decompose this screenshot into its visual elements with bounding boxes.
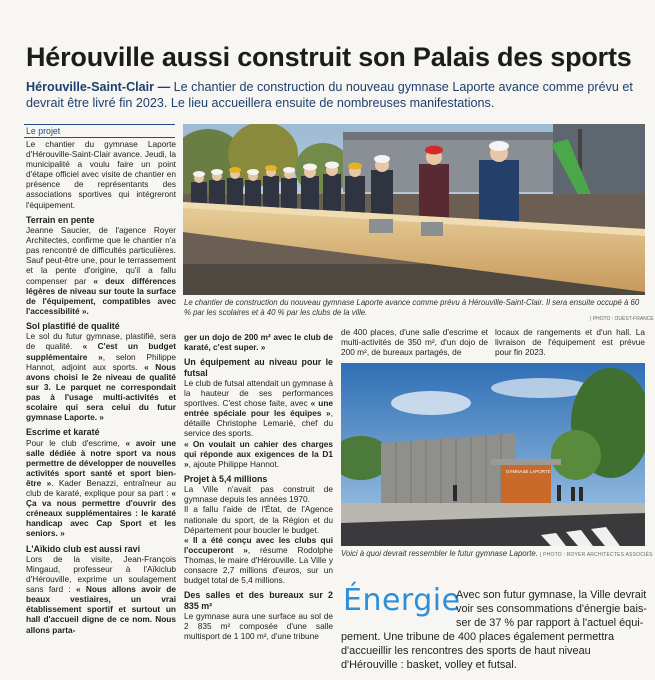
energy-line-2: voir ses consommations d'énergie bais-	[456, 603, 647, 615]
subhead-sol: Sol plastifié de qualité	[26, 320, 120, 331]
paragraph-sol	[26, 331, 176, 422]
quote: « Nous avons choisi le 2e niveau de qualité sur 3. Le parquet ne correspondait pas à l'usage multi-activités et scolaire qui sera celui du futur gymnase Laporte. »	[26, 361, 176, 423]
quote: « Ça va nous permettre d'ouvrir des créneaux supplémentaires : le karaté handicap avec Cap Sport et les seniors. »	[26, 488, 176, 539]
column-3	[341, 327, 488, 357]
photo2-credit: | PHOTO : ROYER ARCHITECTES ASSOCIÉS	[540, 552, 653, 558]
paragraph-projet-2: Il a fallu l'aide de l'État, de l'Agence nationale du sport, de la Région et du Département pour boucler le budget.	[184, 504, 333, 535]
paragraph-futsal	[184, 378, 333, 439]
text: , ajoute Philippe Hannot.	[188, 458, 280, 469]
photo2-caption	[341, 549, 653, 561]
photo1-credit: | PHOTO : OUEST-FRANCE	[590, 316, 654, 322]
energy-line-3: ser de 37 % par rapport à l'actuel équi-	[456, 617, 644, 629]
article-chapeau	[26, 80, 636, 111]
energy-line-5: d'accueillir les rencontres des sports de haut niveau d'Hérouville : basket, volley et futsal.	[341, 645, 591, 672]
text: , détaille Christophe Lemarié, chef du service des sports.	[184, 408, 333, 439]
energy-line-4: pement. Une tribune de 400 places également permettra	[341, 631, 615, 643]
subhead-projet: Projet à 5,4 millions	[184, 473, 268, 484]
quote: « C'est un budget supplémentaire »	[26, 341, 177, 362]
subhead-escrime: Escrime et karaté	[26, 427, 100, 438]
column-2	[184, 332, 333, 641]
energy-heading: Énergie	[343, 583, 461, 618]
paragraph-projet-3	[184, 535, 333, 585]
caption-text: Voici à quoi devrait ressembler le futur gymnase Laporte.	[341, 549, 538, 558]
gymnasium-rendering-illustration	[341, 363, 645, 546]
section-tag: Le projet	[24, 124, 175, 138]
text: , résume Rodolphe Thomas, le maire d'Hérouville. La Ville y consacre 2,7 millions d'euros, sur un budget total de 5,4 millions.	[184, 544, 334, 586]
quote: « On voulait un cahier des charges qui réponde aux exigences de la D1 »	[184, 438, 333, 469]
text: Le club de futsal attendait un gymnase à la hauteur de ses performances sportives. C'est chose faite, avec	[184, 378, 333, 409]
text: . Kader Benazzi, entraîneur au club de karaté, explique pour sa part :	[26, 477, 176, 499]
subhead-terrain: Terrain en pente	[26, 214, 95, 225]
column-4	[495, 327, 645, 357]
construction-site-illustration	[183, 124, 645, 295]
gymnasium-sign: GYMNASE LAPORTE	[506, 469, 551, 474]
text: Le sol du futur gymnase, plastifié, sera de qualité.	[26, 331, 176, 352]
quote: « Il a été conçu avec les clubs qui l'occuperont »	[184, 534, 333, 555]
text: Jeanne Saucier, de l'agence Royer Architectes, confirme que le chantier n'a pas rencontré de difficultés particulières. Sauf peut-être une, pour le terrassement et la pente d'origine, qu'il a fallu compenser par	[26, 225, 176, 286]
construction-site-photo	[183, 124, 645, 295]
paragraph-d1	[184, 439, 333, 469]
quote: « une entrée spéciale pour les équipes »	[184, 398, 334, 419]
paragraph-aikido	[26, 554, 176, 635]
article-headline: Hérouville aussi construit son Palais des sports	[26, 42, 632, 72]
subhead-futsal: Un équipement au niveau pour le futsal	[184, 357, 333, 378]
chapeau-text: Le chantier de construction du nouveau gymnase Laporte avance comme prévu et devrait être livré fin 2023. Le lieu accueillera ensuite de nombreuses manifestations.	[26, 80, 633, 110]
column-1	[26, 139, 176, 635]
subhead-salles: Des salles et des bureaux sur 2 835 m²	[184, 590, 333, 611]
intro-paragraph: Le chantier du gymnase Laporte d'Hérouville-Saint-Clair avance. Jeudi, la municipalité a voulu faire un point d'étape officiel avec visite de chantier en présence de représentants des associations sportives qui intégreront l'équipement.	[26, 139, 176, 210]
paragraph-escrime	[26, 438, 176, 539]
subhead-aikido: L'Aïkido club est aussi ravi	[26, 543, 141, 554]
quote: « deux différences légères de niveau sur toute la surface de l'équipement, compatibles avec l'accessibilité ».	[26, 275, 176, 316]
photo1-caption: Le chantier de construction du nouveau gymnase Laporte avance comme prévu à Hérouville-Saint-Clair. Il sera ensuite occupé à 60 % par les scolaires et à 40 % par les clubs de la ville.	[184, 298, 640, 317]
quote: « Nous allons avoir de beaux vestiaires, un vrai établissement sportif et surtout un hall d'accueil digne de ce nom. Nous allons parta-	[26, 584, 176, 635]
text: Lors de la visite, Jean-François Mingaud, professeur à l'Aïkiclub d'Hérouville, exprime un soulagement sans fard :	[26, 553, 176, 595]
paragraph-dojo: ger un dojo de 200 m² avec le club de karaté, c'est super. »	[184, 332, 333, 353]
text: Pour le club d'escrime,	[26, 437, 126, 448]
paragraph-surfaces: de 400 places, d'une salle d'escrime et multi-activités de 350 m², d'un dojo de 200 m², de bureaux partagés, de	[341, 327, 488, 358]
paragraph-projet-1: La Ville n'avait pas construit de gymnase depuis les années 1970.	[184, 484, 333, 505]
paragraph-livraison: locaux de rangements et d'un hall. La livraison de l'équipement est prévue pour fin 2023.	[495, 327, 645, 358]
energy-line-1: Avec son futur gymnase, la Ville devrait	[456, 589, 647, 601]
text: , selon Philippe Hannot, adjoint aux sports.	[26, 351, 176, 372]
gymnasium-rendering	[341, 363, 645, 546]
chapeau-location: Hérouville-Saint-Clair —	[26, 80, 171, 94]
paragraph-terrain	[26, 225, 176, 316]
quote: « avoir une salle dédiée à notre sport va nous permettre de développer de nouvelles activités sport santé et sport bien-être »	[26, 437, 176, 488]
paragraph-salles: Le gymnase aura une surface au sol de 2 835 m² composée d'une salle multisport de 1 100 m², d'une tribune	[184, 611, 333, 642]
